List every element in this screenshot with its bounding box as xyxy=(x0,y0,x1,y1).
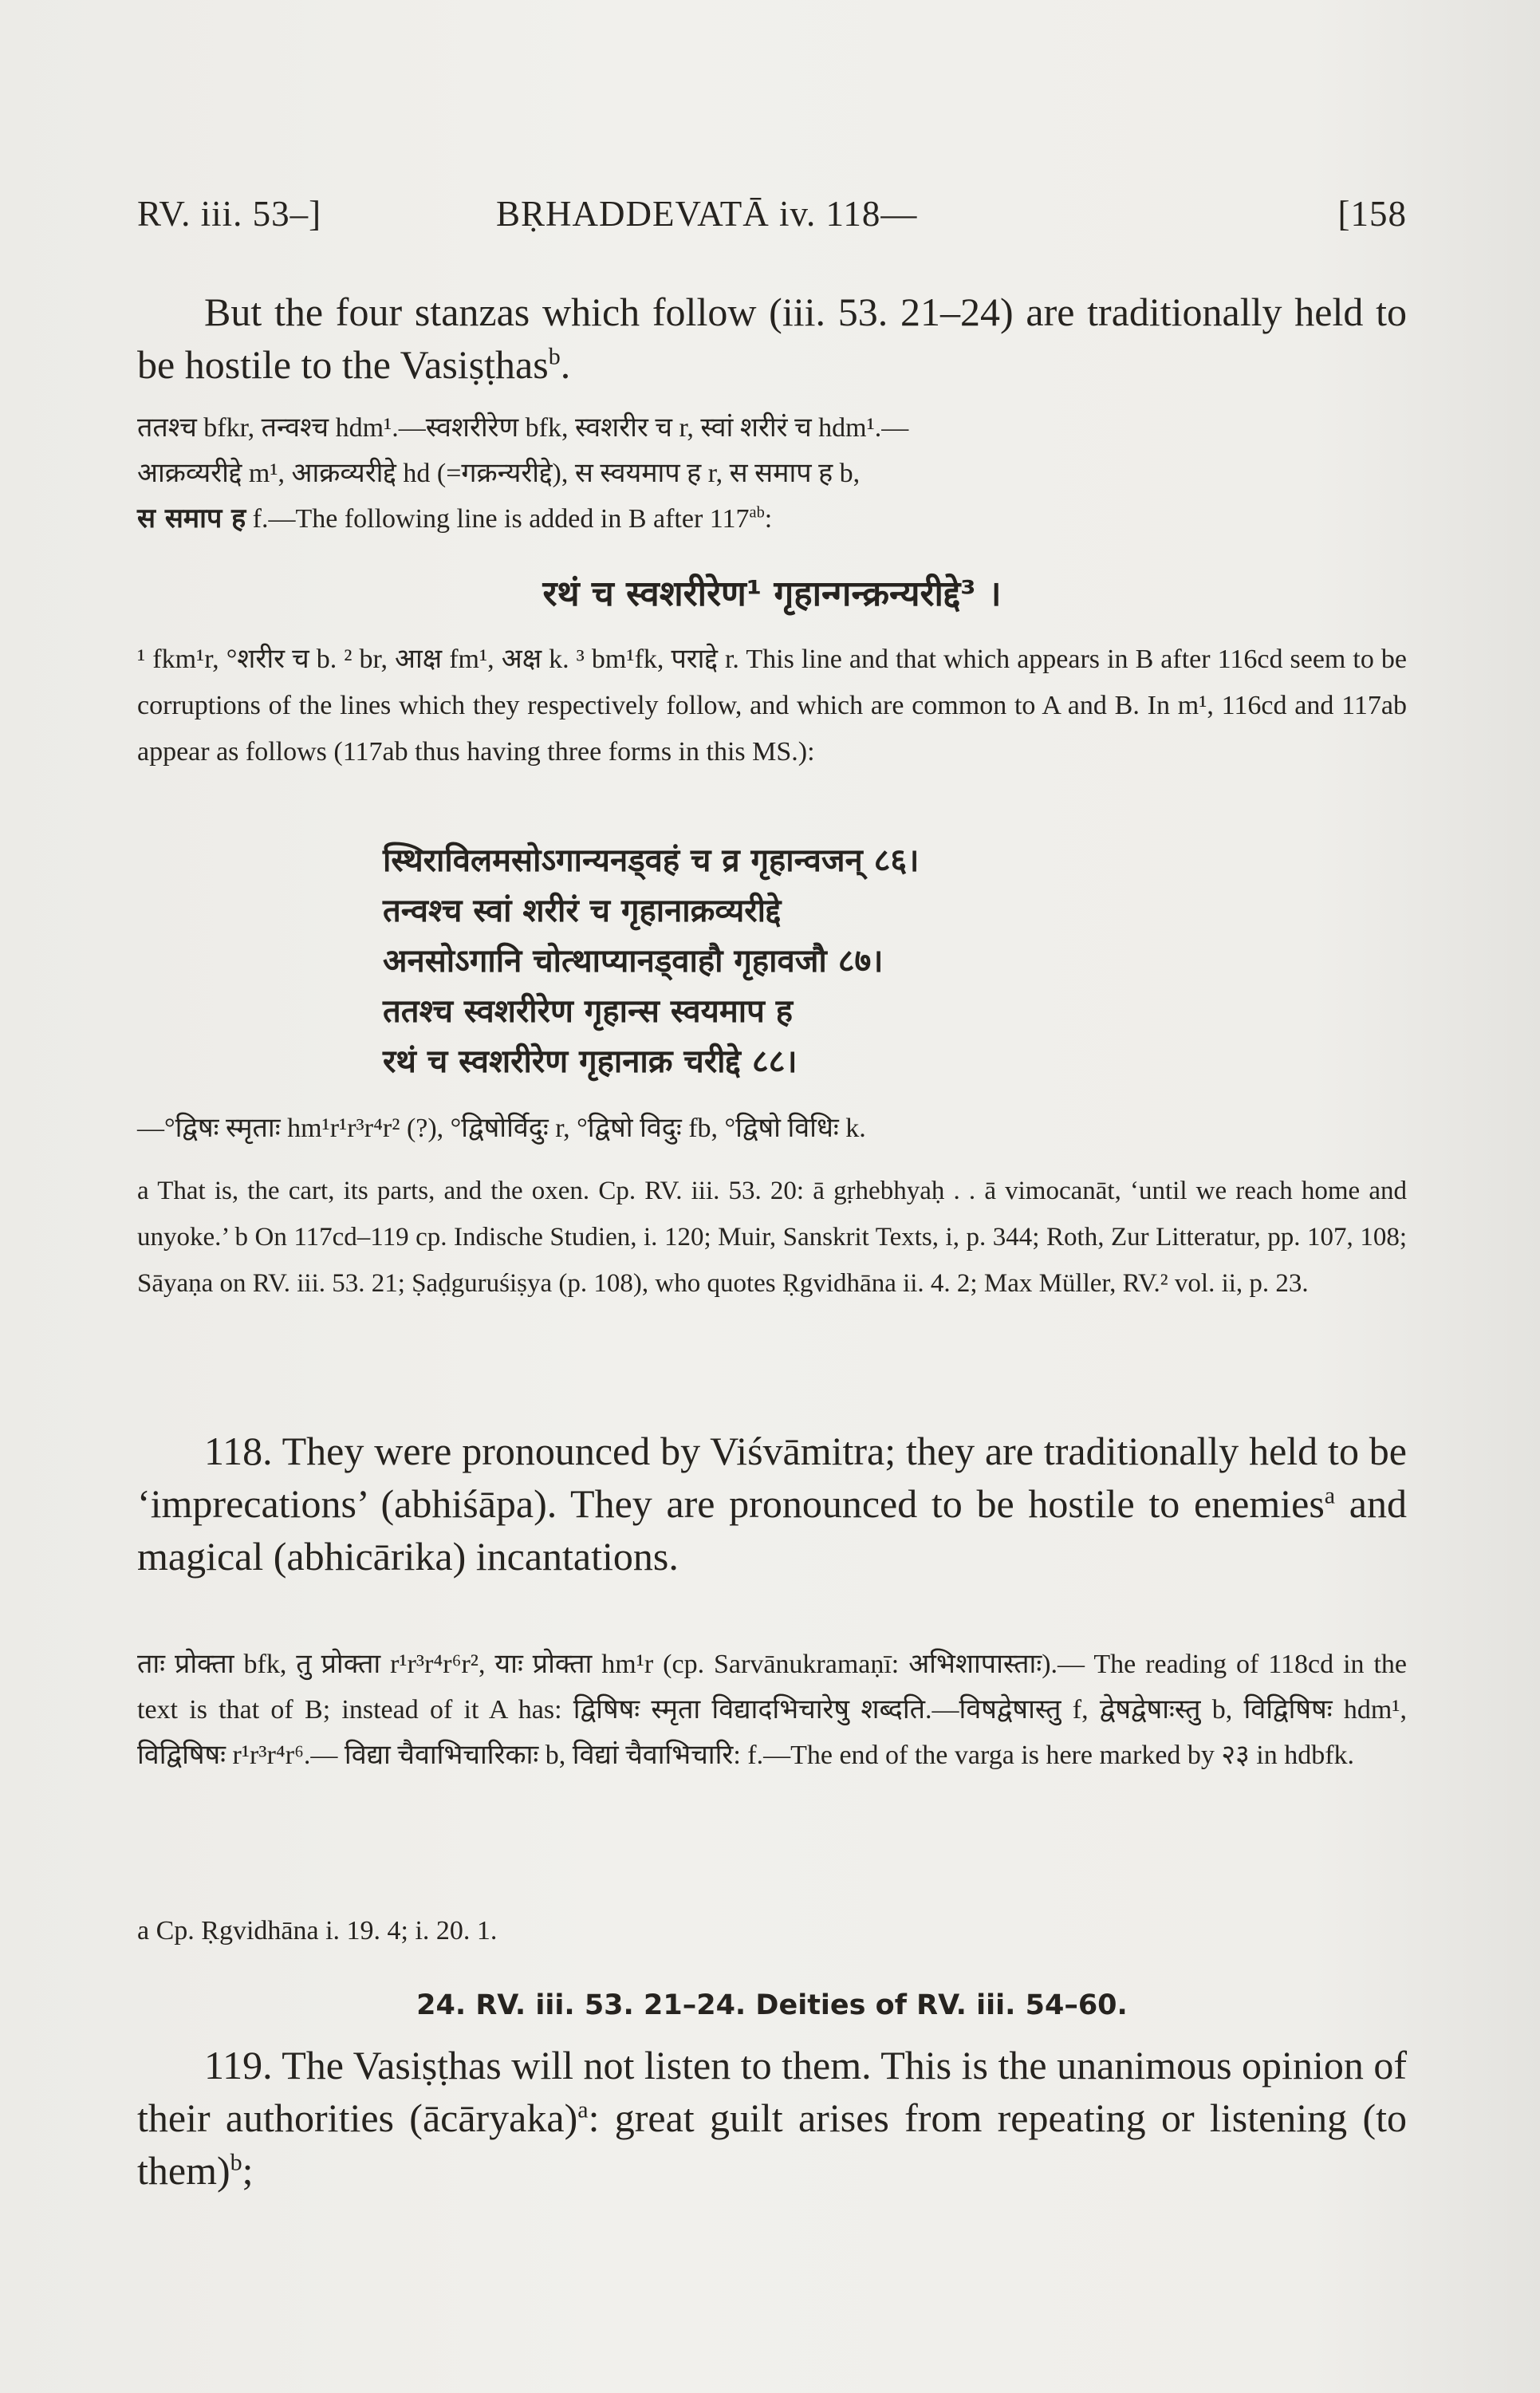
critical-note-3: ताः प्रोक्ता bfk, तु प्रोक्ता r¹r³r⁴r⁶r², याः प्रोक्ता hm¹r (cp. Sarvānukramaṇī: अभिशापास्ताः).— The reading of 118cd in the text is that of B; instead of it A has: द्विषिषः स्मृता विद्यादभिचारेषु शब्दति.—विषद्वेषास्तु f, द्वेषद्वेषाःस्तु b, विद्विषिषः hdm¹, विद्विषिषः r¹r³r⁴r⁶.— विद्या चैवाभिचारिकाः b, विद्यां चैवाभिचारि: f.—The end of the varga is here marked by २३ in hdbfk. xyxy=(137,1650,1407,1770)
added-verse-line: रथं च स्वशरीरेण¹ गृहान्गन्क्रन्यरीद्दे³ । xyxy=(542,574,1002,614)
critical-note-2: —°द्विषः स्मृताः hm¹r¹r³r⁴r² (?), °द्विषोर्विदुः r, °द्विषो विदुः fb, °द्विषो विधिः k. xyxy=(137,1114,866,1143)
critical-note-1 xyxy=(137,405,1407,542)
footnote-marker-b: b xyxy=(230,2149,242,2176)
critical-note-text: f.—The following line is added in B after 117 xyxy=(252,504,750,534)
footnote-numbered: ¹ fkm¹r, °शरीर च b. ² br, आक्ष fm¹, अक्ष k. ³ bm¹fk, पराद्दे r. This line and that which appears in B after 116cd seem to be corruptions of the lines which they respectively follow, and which are common to A and B. In m¹, 116cd and 117ab appear as follows (117ab thus having three forms in this MS.): xyxy=(137,645,1407,767)
running-header xyxy=(137,193,1407,249)
footnote-marker-b: b xyxy=(548,343,561,370)
paragraph-118 xyxy=(137,1425,1407,1583)
verse-line: स्थिराविलमसोऽगान्यनड्वहं च व्र गृहान्वजन् ८६। xyxy=(383,842,920,879)
verse-line: तन्वश्च स्वां शरीरं च गृहानाक्रव्यरीद्दे xyxy=(383,893,782,929)
paragraph-119-end: ; xyxy=(242,2148,254,2193)
critical-note-line-1: ततश्च bfkr, तन्वश्च hdm¹.—स्वशरीरेण bfk, स्वशरीर च r, स्वां शरीरं च hdm¹.— xyxy=(137,413,909,443)
footnote-rgvidhana: a Cp. Ṛgvidhāna i. 19. 4; i. 20. 1. xyxy=(137,1916,498,1946)
verse-line: रथं च स्वशरीरेण गृहानाक्र चरीद्दे ८८। xyxy=(383,1043,798,1080)
critical-note-line-3: स समाप ह f.—The following line is added in B after $117^{ab}$: xyxy=(137,503,773,534)
critical-note-line-2: आक्रव्यरीद्दे m¹, आक्रव्यरीद्दे hd (=गक्रन्यरीद्दे), स स्वयमाप ह r, स समाप ह b, xyxy=(137,459,861,488)
paragraph-118-tail: and magical (abhicārika) incantations. xyxy=(137,1481,1407,1579)
section-heading: 24. RV. iii. 53. 21–24. Deities of RV. iii. 54–60. xyxy=(416,1989,1128,2021)
footnote-lettered: a That is, the cart, its parts, and the oxen. Cp. RV. iii. 53. 20: ā gṛhebhyaḥ . . ā vimocanāt, ‘until we reach home and unyoke.’ b On 117cd–119 cp. Indische Studien, i. 120; Muir, Sanskrit Texts, i, p. 344; Roth, Zur Litteratur, pp. 107, 108; Sāyaṇa on RV. iii. 53. 21; Ṣaḍguruśiṣya (p. 108), who quotes Ṛgvidhāna ii. 4. 2; Max Müller, RV.² vol. ii, p. 23. xyxy=(137,1177,1407,1298)
page-number: [158 xyxy=(1337,194,1407,234)
footnote-marker-a: a xyxy=(577,2096,589,2123)
verse-line: ततश्च स्वशरीरेण गृहान्स स्वयमाप ह xyxy=(383,993,793,1030)
paragraph-119-tail: : great guilt arises from repeating or listening (to them) xyxy=(137,2095,1407,2193)
paragraph-119-text: 119. The Vasiṣṭhas will not listen to them. This is the unanimous opinion of their authorities (ācāryaka) xyxy=(137,2043,1407,2140)
paragraph-118-text: 118. They were pronounced by Viśvāmitra; they are traditionally held to be ‘imprecations’ (abhiśāpa). They are pronounced to be hostile to enemies xyxy=(137,1429,1407,1526)
critical-note-deva: स समाप ह xyxy=(137,503,246,534)
verse-block xyxy=(383,836,1260,1087)
verse-ref-sup: ab xyxy=(749,503,765,522)
header-left: RV. iii. 53–] xyxy=(137,194,322,234)
paragraph-intro: But the four stanzas which follow (iii. 53. 21–24) are traditionally held to be hostile to the Vasiṣṭhas$^b$. xyxy=(137,290,1407,387)
header-title: BṚHADDEVATĀ iv. 118— xyxy=(496,194,918,234)
paragraph-119 xyxy=(137,2039,1407,2197)
verse-line: अनसोऽगानि चोत्थाप्यानड्वाहौ गृहावजौ ८७। xyxy=(383,943,884,980)
paragraph-intro-text: But the four stanzas which follow (iii. 53. 21–24) are traditionally held to be hostile to the Vasiṣṭhas xyxy=(137,290,1407,387)
footnote-marker-a: a xyxy=(1324,1482,1336,1509)
